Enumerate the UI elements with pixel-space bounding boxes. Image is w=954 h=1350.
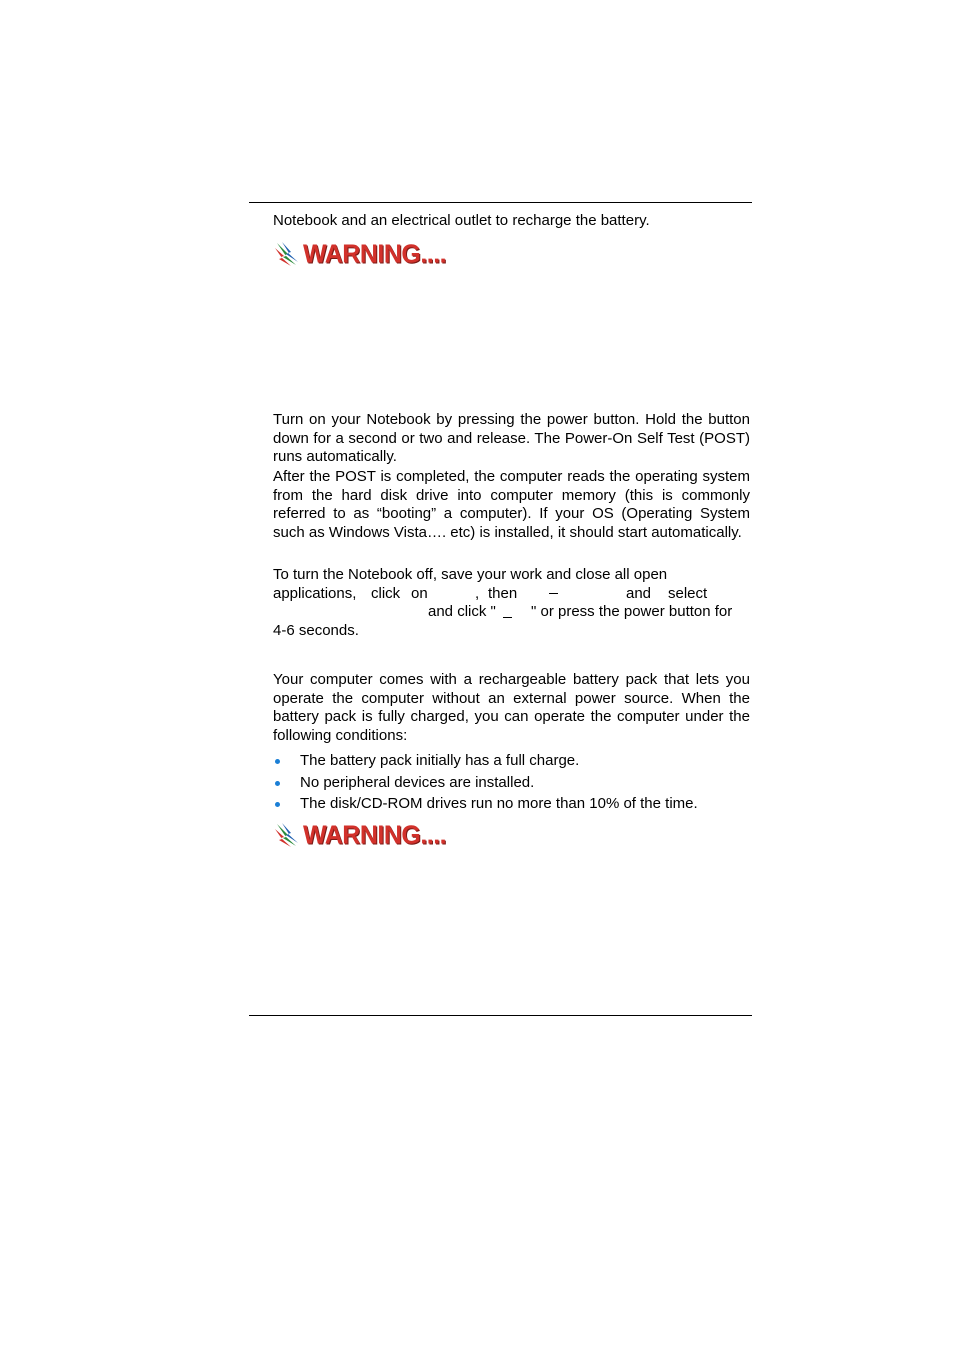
list-item: The disk/CD-ROM drives run no more than 10% of the time. bbox=[273, 795, 750, 814]
header-rule bbox=[249, 202, 752, 203]
intro-line: Notebook and an electrical outlet to recharge the battery. bbox=[273, 212, 650, 229]
battery-conditions-list bbox=[273, 752, 750, 817]
warning-banner-2 bbox=[274, 820, 446, 850]
power-off-line-1: To turn the Notebook off, save your work and close all open bbox=[273, 566, 668, 583]
list-item: No peripheral devices are installed. bbox=[273, 774, 750, 793]
warning-banner-1 bbox=[274, 239, 446, 269]
lightning-arrows-icon bbox=[274, 822, 300, 848]
bullet-icon bbox=[275, 759, 280, 764]
warning-label: WARNING.... bbox=[303, 819, 447, 850]
warning-label: WARNING.... bbox=[303, 238, 447, 269]
power-on-paragraph: Turn on your Notebook by pressing the power button. Hold the button down for a second or two and release. The Power-On Self Test (POST) runs automatically. bbox=[273, 411, 750, 465]
bullet-icon bbox=[275, 781, 280, 786]
power-off-line-4: 4-6 seconds. bbox=[273, 621, 359, 639]
footer-rule bbox=[249, 1015, 752, 1016]
bullet-icon bbox=[275, 802, 280, 807]
battery-paragraph: Your computer comes with a rechargeable battery pack that lets you operate the computer without an external power source. When the battery pack is fully charged, you can operate the computer under the following conditions: bbox=[273, 671, 750, 744]
list-item: The battery pack initially has a full charge. bbox=[273, 752, 750, 771]
lightning-arrows-icon bbox=[274, 241, 300, 267]
power-off-line-2: applications, click on , then and select bbox=[273, 584, 708, 602]
power-off-line-3: and click " " or press the power button for bbox=[428, 603, 733, 620]
power-off-paragraph bbox=[273, 566, 750, 640]
post-paragraph: After the POST is completed, the computer reads the operating system from the hard disk drive into computer memory (this is commonly referred to as “booting” a computer). If your OS (Operating System such as Windows Vista…. etc) is installed, it should start automatically. bbox=[273, 468, 750, 541]
